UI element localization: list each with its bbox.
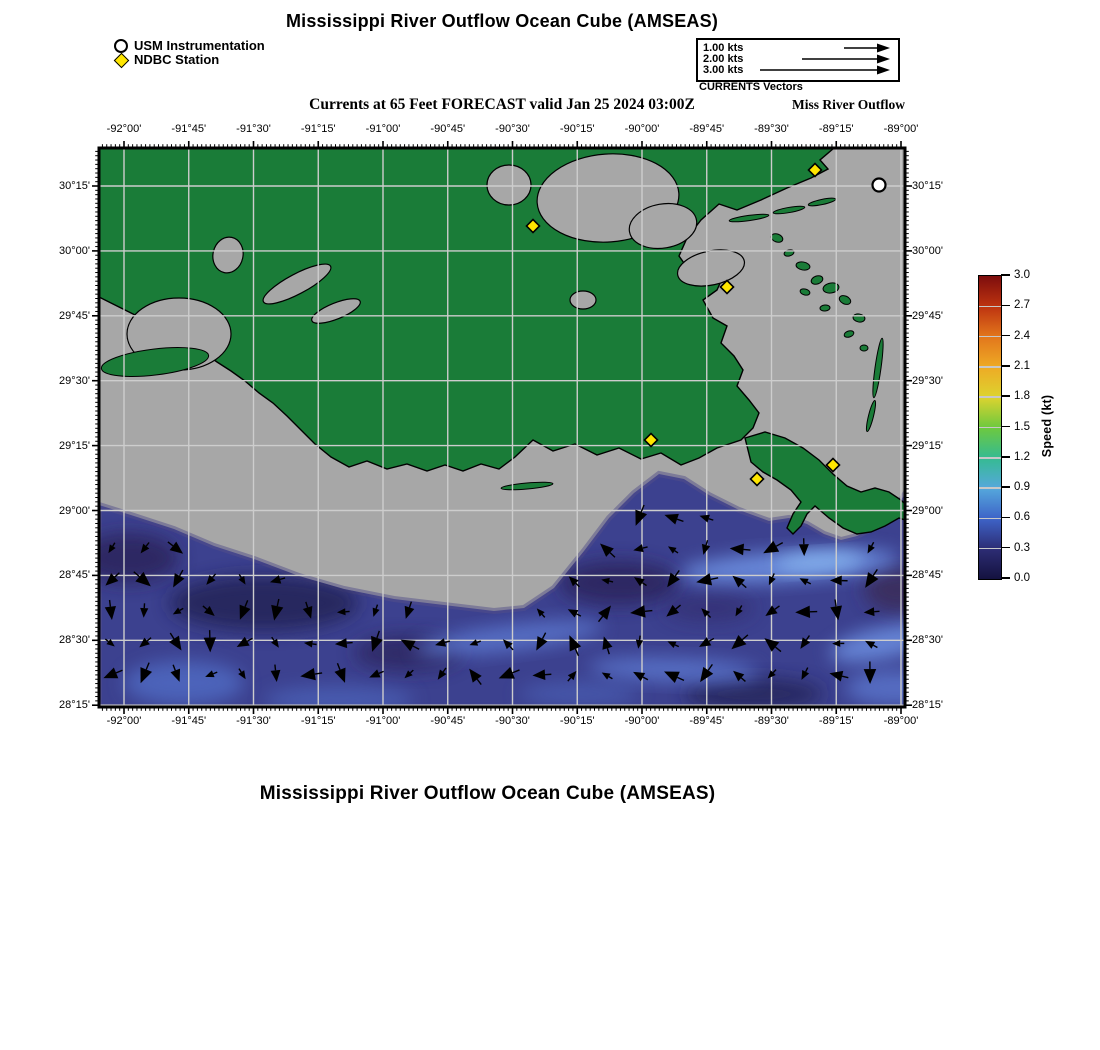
vector-scale-1kt-label: 1.00 kts xyxy=(703,42,744,54)
legend-ndbc-label: NDBC Station xyxy=(134,52,220,67)
lon-tick-label: -90°00' xyxy=(624,715,660,727)
lake-region xyxy=(487,165,531,205)
lon-tick-label: -91°45' xyxy=(171,123,207,135)
lat-tick-label: 29°45' xyxy=(912,309,943,322)
colorbar-tick-label: 3.0 xyxy=(1014,269,1030,281)
colorbar-tick xyxy=(1001,577,1010,579)
colorbar-tick xyxy=(1001,395,1010,397)
map-canvas xyxy=(89,138,917,718)
colorbar-inner-tick xyxy=(979,306,1001,308)
lon-tick-label: -91°45' xyxy=(171,715,207,727)
lon-tick-label: -89°15' xyxy=(818,123,854,135)
lon-tick-label: -90°30' xyxy=(495,123,530,135)
lat-tick-label: 28°45' xyxy=(59,569,90,582)
usm-station-marker xyxy=(873,179,886,192)
colorbar-inner-tick xyxy=(979,548,1001,550)
usm-instrumentation-icon xyxy=(114,39,128,53)
lat-tick-label: 30°00' xyxy=(912,244,943,257)
colorbar-inner-tick xyxy=(979,487,1001,489)
lon-tick-label: -90°15' xyxy=(559,715,595,727)
colorbar-tick xyxy=(1001,305,1010,307)
colorbar-tick-label: 0.3 xyxy=(1014,541,1030,554)
vector-scale-3kt-label: 3.00 kts xyxy=(703,64,744,76)
colorbar-tick-label: 1.5 xyxy=(1014,420,1030,433)
island-region xyxy=(820,305,830,312)
bottom-title: Mississippi River Outflow Ocean Cube (AMSEAS) xyxy=(259,783,716,804)
island-region xyxy=(860,345,868,351)
lon-tick-label: -90°00' xyxy=(624,123,660,135)
colorbar-tick xyxy=(1001,456,1010,458)
legend-usm-label: USM Instrumentation xyxy=(134,38,265,53)
map-layers xyxy=(89,148,917,714)
colorbar-tick xyxy=(1001,335,1010,337)
lon-tick-label: -91°00' xyxy=(365,715,401,727)
colorbar-tick-label: 0.0 xyxy=(1014,572,1030,584)
top-title: Mississippi River Outflow Ocean Cube (AMSEAS) xyxy=(285,11,719,31)
lat-tick-label: 29°15' xyxy=(912,439,943,452)
lat-tick-label: 30°15' xyxy=(59,180,90,192)
lon-tick-label: -92°00' xyxy=(106,715,142,727)
colorbar-tick xyxy=(1001,486,1010,488)
lat-tick-label: 28°30' xyxy=(59,634,90,647)
vector-scale-arrows xyxy=(698,40,894,76)
colorbar-tick-label: 1.8 xyxy=(1014,390,1030,403)
colorbar-axis-label: Speed (kt) xyxy=(1040,394,1054,458)
lon-tick-label: -92°00' xyxy=(106,123,142,135)
colorbar-inner-tick xyxy=(979,366,1001,368)
lon-tick-label: -90°45' xyxy=(430,123,466,135)
lon-tick-label: -89°45' xyxy=(689,715,725,727)
colorbar-inner-tick xyxy=(979,336,1001,338)
lon-tick-label: -89°30' xyxy=(754,715,789,727)
lon-tick-label: -91°00' xyxy=(365,123,401,135)
colorbar-tick-label: 0.9 xyxy=(1014,481,1030,494)
lat-tick-label: 29°45' xyxy=(59,309,90,322)
colorbar-tick-label: 2.7 xyxy=(1014,299,1030,312)
lat-tick-label: 29°30' xyxy=(59,374,90,387)
lon-tick-label: -90°45' xyxy=(430,715,466,727)
vector-scale-caption: CURRENTS Vectors xyxy=(699,81,803,93)
lon-tick-label: -90°30' xyxy=(495,715,530,727)
lon-tick-label: -91°15' xyxy=(300,123,336,135)
lon-tick-label: -90°15' xyxy=(559,123,595,135)
colorbar xyxy=(978,275,1002,580)
region-label: Miss River Outflow xyxy=(792,97,905,112)
lon-tick-label: -89°00' xyxy=(883,715,919,727)
colorbar-tick xyxy=(1001,426,1010,428)
lat-tick-label: 29°00' xyxy=(912,504,943,517)
lon-tick-label: -89°15' xyxy=(818,715,854,727)
lat-tick-label: 28°30' xyxy=(912,634,943,647)
vector-scale-box xyxy=(696,38,900,82)
colorbar-tick xyxy=(1001,517,1010,519)
colorbar-inner-tick xyxy=(979,396,1001,398)
colorbar-inner-tick xyxy=(979,457,1001,459)
lat-tick-label: 29°15' xyxy=(59,439,90,452)
colorbar-tick xyxy=(1001,365,1010,367)
ndbc-station-icon xyxy=(113,52,129,68)
lon-tick-label: -91°15' xyxy=(300,715,336,727)
lake-region xyxy=(570,291,596,309)
colorbar-tick-label: 0.6 xyxy=(1014,511,1030,524)
lat-tick-label: 28°15' xyxy=(59,699,90,712)
colorbar-tick-label: 1.2 xyxy=(1014,450,1030,463)
map-subtitle: Currents at 65 Feet FORECAST valid Jan 25 2024 03:00Z xyxy=(309,96,695,113)
lat-tick-label: 28°15' xyxy=(912,699,943,712)
lat-tick-label: 29°00' xyxy=(59,504,90,517)
colorbar-inner-tick xyxy=(979,518,1001,520)
vector-scale-2kt-label: 2.00 kts xyxy=(703,53,744,65)
colorbar-inner-tick xyxy=(979,427,1001,429)
lon-tick-label: -89°00' xyxy=(883,123,919,135)
colorbar-tick xyxy=(1001,274,1010,276)
lat-tick-label: 28°45' xyxy=(912,569,943,582)
lon-tick-label: -89°30' xyxy=(754,123,789,135)
lat-tick-label: 29°30' xyxy=(912,374,943,387)
colorbar-tick-label: 2.1 xyxy=(1014,359,1030,372)
lat-tick-label: 30°00' xyxy=(59,244,90,257)
colorbar-tick-label: 2.4 xyxy=(1014,329,1030,342)
lon-tick-label: -89°45' xyxy=(689,123,725,135)
lat-tick-label: 30°15' xyxy=(912,180,943,192)
lon-tick-label: -91°30' xyxy=(236,123,271,135)
lon-tick-label: -91°30' xyxy=(236,715,271,727)
colorbar-tick xyxy=(1001,547,1010,549)
